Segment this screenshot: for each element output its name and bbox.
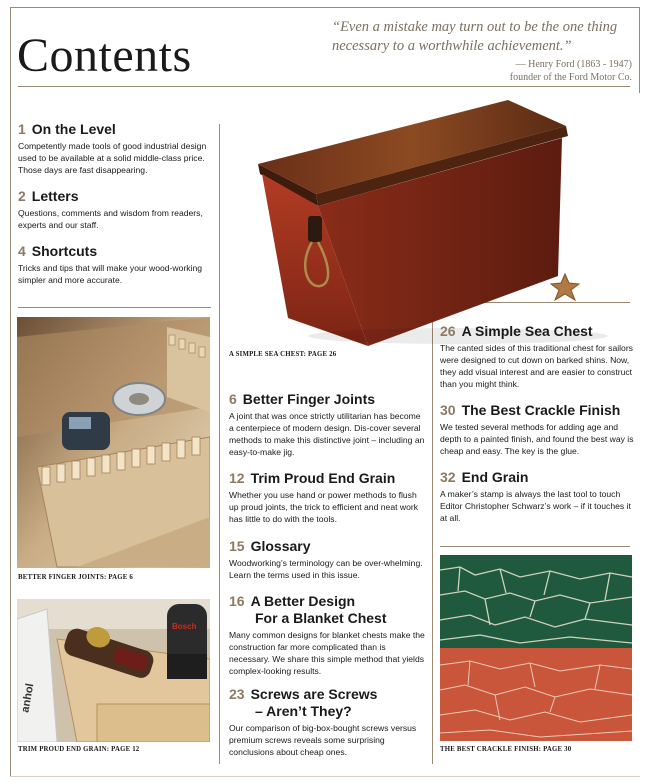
entry-description: The canted sides of this traditional chest for sailors were designed to cut down on barked shins. Now, they add visual interest and are easier to construct than you might think. [440, 343, 633, 389]
entry-title: Screws are Screws [250, 686, 378, 702]
entry-title: End Grain [461, 469, 529, 485]
entry-page-number: 26 [440, 323, 456, 339]
entry-page-number: 15 [229, 538, 245, 554]
entry-description: Woodworking’s terminology can be over-whelming. Learn the terms used in this issue. [229, 558, 423, 580]
entry-heading [229, 538, 427, 555]
trim-end-grain-photo [17, 599, 210, 742]
column-divider-left [219, 124, 220, 764]
attribution-name: — Henry Ford (1863 - 1947) [515, 59, 632, 70]
tool-brand-label: Bosch [172, 622, 197, 631]
entry-title: A Simple Sea Chest [461, 323, 593, 339]
finger-joints-photo [17, 317, 210, 568]
toc-entry-shortcuts[interactable] [18, 243, 216, 286]
caption-crackle: THE BEST CRACKLE FINISH: PAGE 30 [440, 746, 572, 753]
frame-bottom-rule [10, 776, 640, 777]
caption-trim: TRIM PROUD END GRAIN: PAGE 12 [18, 746, 140, 753]
entry-heading [440, 323, 636, 340]
toc-entry-trim-proud-end-grain[interactable] [229, 470, 427, 525]
sea-chest-photo [228, 96, 632, 346]
pull-quote: “Even a mistake may turn out to be the one thing necessary to a worthwhile achievement.” [332, 19, 618, 54]
entry-page-number: 6 [229, 391, 237, 407]
entry-title: A Better Design [250, 593, 356, 609]
entry-description: Whether you use hand or power methods to flush up proud joints, the trick to efficient and neat work has little to do with the tools. [229, 490, 419, 524]
toc-entry-glossary[interactable] [229, 538, 427, 581]
entry-title: Shortcuts [31, 243, 98, 259]
toc-entry-simple-sea-chest[interactable] [440, 323, 636, 390]
entry-description: Many common designs for blanket chests make the construction far more complicated than is necessary. We share this simple method that yields complex-looking results. [229, 630, 425, 676]
attribution-role: founder of the Ford Motor Co. [509, 72, 632, 83]
entry-heading [229, 686, 427, 703]
right-column-rule-bottom [440, 546, 630, 547]
entry-description: A maker’s stamp is always the last tool to touch Editor Christopher Schwarz’s work – if it touches it at all. [440, 489, 631, 523]
toc-entry-screws-are-screws[interactable] [229, 686, 427, 758]
entry-heading [229, 593, 427, 610]
entry-heading [18, 121, 216, 138]
entry-description: Our comparison of big-box-bought screws versus premium screws reveals some surprising conclusions about cheap ones. [229, 723, 417, 757]
entry-title-line2: For a Blanket Chest [255, 610, 387, 626]
entry-heading [18, 188, 216, 205]
entry-description: We tested several methods for adding age and depth to a painted finish, and found the best way is cheap and easy. The key is the glue. [440, 422, 634, 456]
entry-page-number: 2 [18, 188, 26, 204]
frame-right-rule [639, 7, 640, 93]
entry-page-number: 30 [440, 402, 456, 418]
toc-entry-on-the-level[interactable] [18, 121, 216, 176]
quote-attribution [510, 58, 632, 84]
caption-finger-joints: BETTER FINGER JOINTS: PAGE 6 [18, 574, 133, 581]
entry-title-line2: – Aren’t They? [255, 703, 352, 719]
column-divider-right [432, 302, 433, 764]
entry-page-number: 32 [440, 469, 456, 485]
entry-title: Better Finger Joints [242, 391, 376, 407]
header-rule [18, 86, 630, 87]
frame-top-rule [10, 7, 640, 8]
entry-heading [440, 402, 636, 419]
entry-page-number: 1 [18, 121, 26, 137]
toc-entry-better-design-blanket-chest[interactable] [229, 593, 427, 677]
entry-title: Glossary [250, 538, 311, 554]
entry-description: Competently made tools of good industrial design used to be available at a solid middle-class price. Those days are fast disappearing. [18, 141, 207, 175]
entry-page-number: 12 [229, 470, 245, 486]
caption-sea-chest: A SIMPLE SEA CHEST: PAGE 26 [229, 351, 337, 358]
toc-entry-best-crackle-finish[interactable] [440, 402, 636, 457]
toc-entry-better-finger-joints[interactable] [229, 391, 427, 458]
entry-heading [440, 469, 636, 486]
toc-entry-end-grain[interactable] [440, 469, 636, 524]
entry-page-number: 4 [18, 243, 26, 259]
toc-entry-letters[interactable] [18, 188, 216, 231]
entry-description: A joint that was once strictly utilitarian has become a centerpiece of modern design. Dis-cover several methods to make this distinctive joint – including an easy-to-make jig. [229, 411, 425, 457]
can-label: anhol [19, 682, 37, 714]
entry-title: Trim Proud End Grain [250, 470, 396, 486]
page-title: Contents [17, 29, 192, 82]
entry-heading [229, 391, 427, 408]
entry-title: On the Level [31, 121, 116, 137]
entry-description: Questions, comments and wisdom from readers, experts and our staff. [18, 208, 203, 230]
entry-heading [18, 243, 216, 260]
entry-title: Letters [31, 188, 79, 204]
entry-page-number: 23 [229, 686, 245, 702]
entry-heading [229, 470, 427, 487]
entry-page-number: 16 [229, 593, 245, 609]
left-column-rule [18, 307, 211, 308]
frame-left-rule [10, 7, 11, 777]
crackle-finish-photo [440, 555, 632, 741]
entry-description: Tricks and tips that will make your wood-working simpler and more accurate. [18, 263, 203, 285]
entry-title: The Best Crackle Finish [461, 402, 621, 418]
